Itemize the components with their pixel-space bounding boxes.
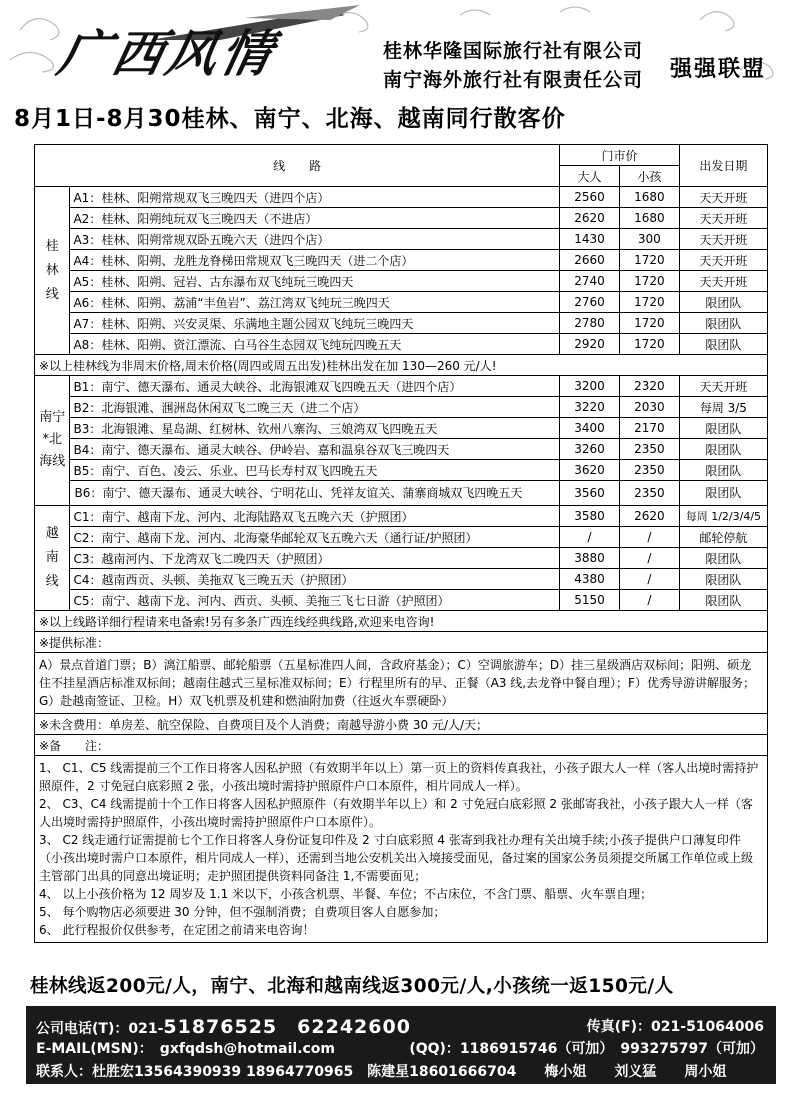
adult-price: 3260 — [560, 439, 620, 460]
child-price: 1680 — [619, 208, 679, 229]
route-cell: A4：桂林、阳朔、龙胜龙脊梯田常规双飞三晚四天（进二个店） — [70, 250, 560, 271]
note-row — [35, 714, 768, 735]
remark-item: 1、 C1、C5 线需提前三个工作日将客人因私护照（有效期半年以上）第一页上的资料传真我社，小孩子跟大人一样（客人出境时需持护照原件，2 寸免冠白底彩照 2 张，小孩出境时需持护照原件户口本原件，相片同成人一样）。 — [39, 761, 759, 793]
adult-price: 2560 — [560, 187, 620, 208]
note-row — [35, 611, 768, 632]
departure: 限团队 — [679, 334, 767, 355]
adult-price: 3220 — [560, 397, 620, 418]
adult-price: 2660 — [560, 250, 620, 271]
email: E-MAIL(MSN)： gxfqdsh@hotmail.com — [36, 1041, 336, 1057]
departure: 限团队 — [679, 418, 767, 439]
route-cell: A6：桂林、阳朔、荔浦“丰鱼岩”、荔江湾双飞纯玩三晚四天 — [70, 292, 560, 313]
brand-logo: 广西风情 — [52, 24, 282, 83]
adult-price: 3200 — [560, 376, 620, 397]
header-adult: 大人 — [560, 166, 620, 187]
departure: 天天开班 — [679, 208, 767, 229]
table-row — [35, 334, 768, 355]
remarks-title: ※备 注： — [35, 735, 768, 756]
route-cell: C2：南宁、越南下龙、河内、北海豪华邮轮双飞五晚六天（通行证/护照团） — [70, 527, 560, 548]
child-price: / — [619, 569, 679, 590]
adult-price: 3400 — [560, 418, 620, 439]
child-price: 2170 — [619, 418, 679, 439]
table-row — [35, 313, 768, 334]
child-price: 1680 — [619, 187, 679, 208]
departure: 限团队 — [679, 481, 767, 506]
phone-numbers: 51876525 62242600 — [163, 1016, 411, 1038]
child-price: / — [619, 527, 679, 548]
child-price: 2030 — [619, 397, 679, 418]
remarks-list — [35, 756, 768, 943]
child-price: 1720 — [619, 313, 679, 334]
contacts: 联系人：杜胜宏13564390939 18964770965 陈建星18601666704 梅小姐 刘义猛 周小姐 — [36, 1064, 727, 1080]
table-row — [35, 229, 768, 250]
note-row — [35, 735, 768, 756]
departure: 天天开班 — [679, 271, 767, 292]
header — [0, 0, 800, 100]
departure: 限团队 — [679, 439, 767, 460]
header-departure: 出发日期 — [679, 145, 767, 187]
route-cell: B1：南宁、德天瀑布、通灵大峡谷、北海银滩双飞四晚五天（进四个店） — [70, 376, 560, 397]
departure: 限团队 — [679, 460, 767, 481]
company-name-2: 南宁海外旅行社有限责任公司 — [383, 69, 644, 91]
guilin-weekend-note: ※以上桂林线为非周末价格,周末价格(周四或周五出发)桂林出发在加 130—260 元/人! — [35, 355, 768, 376]
adult-price: 1430 — [560, 229, 620, 250]
route-cell: B5：南宁、百色、凌云、乐业、巴马长寿村双飞四晚五天 — [70, 460, 560, 481]
page-title: 8月1日-8月30桂林、南宁、北海、越南同行散客价 — [14, 106, 566, 132]
departure: 天天开班 — [679, 376, 767, 397]
table-row — [35, 187, 768, 208]
price-table — [34, 144, 768, 943]
departure: 邮轮停航 — [679, 527, 767, 548]
child-price: 2620 — [619, 506, 679, 527]
departure: 限团队 — [679, 569, 767, 590]
note-row — [35, 355, 768, 376]
route-cell: A5：桂林、阳朔、冠岩、古东瀑布双飞纯玩三晚四天 — [70, 271, 560, 292]
remark-item: 2、 C3、C4 线需提前十个工作日将客人因私护照原件（有效期半年以上）和 2 寸免冠白底彩照 2 张邮寄我社，小孩子跟大人一样（客人出境时需持护照原件，小孩出境时需持护照原件户口本原件）。 — [39, 797, 753, 829]
child-price: 1720 — [619, 292, 679, 313]
adult-price: 2620 — [560, 208, 620, 229]
child-price: 2320 — [619, 376, 679, 397]
table-row — [35, 418, 768, 439]
departure: 天天开班 — [679, 229, 767, 250]
contact-footer — [26, 1006, 776, 1084]
adult-price: 3620 — [560, 460, 620, 481]
adult-price: 2920 — [560, 334, 620, 355]
departure: 天天开班 — [679, 187, 767, 208]
excluded-costs: ※未含费用：单房差、航空保险、自费项目及个人消费；南越导游小费 30 元/人/天； — [35, 714, 768, 735]
route-cell: A1：桂林、阳朔常规双飞三晚四天（进四个店） — [70, 187, 560, 208]
qq: (QQ)：1186915746（可加） 993275797（可加） — [409, 1041, 764, 1057]
route-cell: B2：北海银滩、涠洲岛休闲双飞二晚三天（进二个店） — [70, 397, 560, 418]
route-cell: C1：南宁、越南下龙、河内、北海陆路双飞五晚六天（护照团） — [70, 506, 560, 527]
standards-text: A）景点首道门票；B）漓江船票、邮轮船票（五星标准四人间，含政府基金）；C）空调旅游车；D）挂三星级酒店双标间；阳朔、硕龙住不挂星酒店标准双标间；越南住越式三星标准双标间；E）行程里所有的早、正餐（A3 线,去龙脊中餐自理）；F）优秀导游讲解服务；G）赴越南签证、卫检。H）双飞机票及机建和燃油附加费（往返火车票硬卧） — [35, 653, 768, 714]
child-price: 2350 — [619, 481, 679, 506]
adult-price: 2760 — [560, 292, 620, 313]
note-row — [35, 632, 768, 653]
table-row — [35, 292, 768, 313]
adult-price: 5150 — [560, 590, 620, 611]
table-row — [35, 208, 768, 229]
table-row — [35, 271, 768, 292]
fax: 传真(F)：021-51064006 — [586, 1019, 764, 1035]
child-price: 1720 — [619, 271, 679, 292]
remark-item: 4、 以上小孩价格为 12 周岁及 1.1 米以下，小孩含机票、半餐、车位；不占床位，不含门票、船票、火车票自理； — [39, 887, 653, 901]
table-row — [35, 548, 768, 569]
remark-item: 6、 此行程报价仅供参考，在定团之前请来电咨询！ — [39, 923, 315, 937]
route-cell: A8：桂林、阳朔、资江漂流、白马谷生态园双飞纯玩四晚五天 — [70, 334, 560, 355]
departure: 限团队 — [679, 548, 767, 569]
adult-price: / — [560, 527, 620, 548]
table-row — [35, 460, 768, 481]
remark-item: 3、 C2 线走通行证需提前七个工作日将客人身份证复印件及 2 寸白底彩照 4 张寄到我社办理有关出境手续;小孩子提供户口薄复印件（小孩出境时需户口本原件，相片同成人一样），还需到当地公安机关出入境接受面见，备过案的国家公务员须提交所属工作单位或上级主管部门出具的同意出境证明；走护照团提供资料同备注 1,不需要面见； — [39, 833, 754, 883]
route-cell: B6：南宁、德天瀑布、通灵大峡谷、宁明花山、凭祥友谊关、蒲寨商城双飞四晚五天 — [70, 481, 560, 506]
more-routes-note: ※以上线路详细行程请来电备索!另有多条广西连线经典线路,欢迎来电咨询! — [35, 611, 768, 632]
adult-price: 3560 — [560, 481, 620, 506]
table-header-row — [35, 145, 768, 166]
rebate-banner: 桂林线返200元/人，南宁、北海和越南线返300元/人,小孩统一返150元/人 — [30, 976, 674, 997]
child-price: 1720 — [619, 334, 679, 355]
child-price: 2350 — [619, 439, 679, 460]
route-cell: C3：越南河内、下龙湾双飞二晚四天（护照团） — [70, 548, 560, 569]
group-guilin: 桂林线 — [35, 187, 70, 355]
adult-price: 3880 — [560, 548, 620, 569]
company-name-1: 桂林华隆国际旅行社有限公司 — [383, 40, 644, 62]
group-nanning-beihai: 南宁*北海线 — [35, 376, 70, 506]
child-price: 2350 — [619, 460, 679, 481]
adult-price: 2780 — [560, 313, 620, 334]
route-cell: A7：桂林、阳朔、兴安灵渠、乐满地主题公园双飞纯玩三晚四天 — [70, 313, 560, 334]
child-price: 1720 — [619, 250, 679, 271]
adult-price: 4380 — [560, 569, 620, 590]
route-cell: C5：南宁、越南下龙、河内、西贡、头顿、美拖三飞七日游（护照团） — [70, 590, 560, 611]
route-cell: B4：南宁、德天瀑布、通灵大峡谷、伊岭岩、嘉和温泉谷双飞三晚四天 — [70, 439, 560, 460]
table-row — [35, 250, 768, 271]
standards-title: ※提供标准： — [35, 632, 768, 653]
remark-item: 5、 每个购物店必须要进 30 分钟，但不强制消费；自费项目客人自愿参加； — [39, 905, 446, 919]
child-price: / — [619, 548, 679, 569]
departure: 限团队 — [679, 590, 767, 611]
departure: 每周 3/5 — [679, 397, 767, 418]
departure: 限团队 — [679, 313, 767, 334]
header-child: 小孩 — [619, 166, 679, 187]
group-vietnam: 越南线 — [35, 506, 70, 611]
route-cell: C4：越南西贡、头顿、美拖双飞三晚五天（护照团） — [70, 569, 560, 590]
table-row — [35, 590, 768, 611]
note-row — [35, 653, 768, 714]
departure: 限团队 — [679, 292, 767, 313]
table-row — [35, 376, 768, 397]
table-row — [35, 439, 768, 460]
adult-price: 2740 — [560, 271, 620, 292]
table-row — [35, 481, 768, 506]
route-cell: A3：桂林、阳朔常规双卧五晚六天（进四个店） — [70, 229, 560, 250]
route-cell: B3：北海银滩、星岛湖、红树林、钦州八寨沟、三娘湾双飞四晚五天 — [70, 418, 560, 439]
route-cell: A2：桂林、阳朔纯玩双飞三晚四天（不进店） — [70, 208, 560, 229]
header-price: 门市价 — [560, 145, 680, 166]
phone-label: 公司电话(T)：021-51876525 62242600 — [36, 1016, 411, 1038]
table-row — [35, 506, 768, 527]
child-price: / — [619, 590, 679, 611]
alliance-label: 强强联盟 — [670, 57, 767, 82]
table-row — [35, 397, 768, 418]
table-row — [35, 569, 768, 590]
departure: 每周 1/2/3/4/5 — [679, 506, 767, 527]
child-price: 300 — [619, 229, 679, 250]
table-row — [35, 527, 768, 548]
header-route: 线 路 — [35, 145, 560, 187]
remarks-row — [35, 756, 768, 943]
adult-price: 3580 — [560, 506, 620, 527]
departure: 天天开班 — [679, 250, 767, 271]
